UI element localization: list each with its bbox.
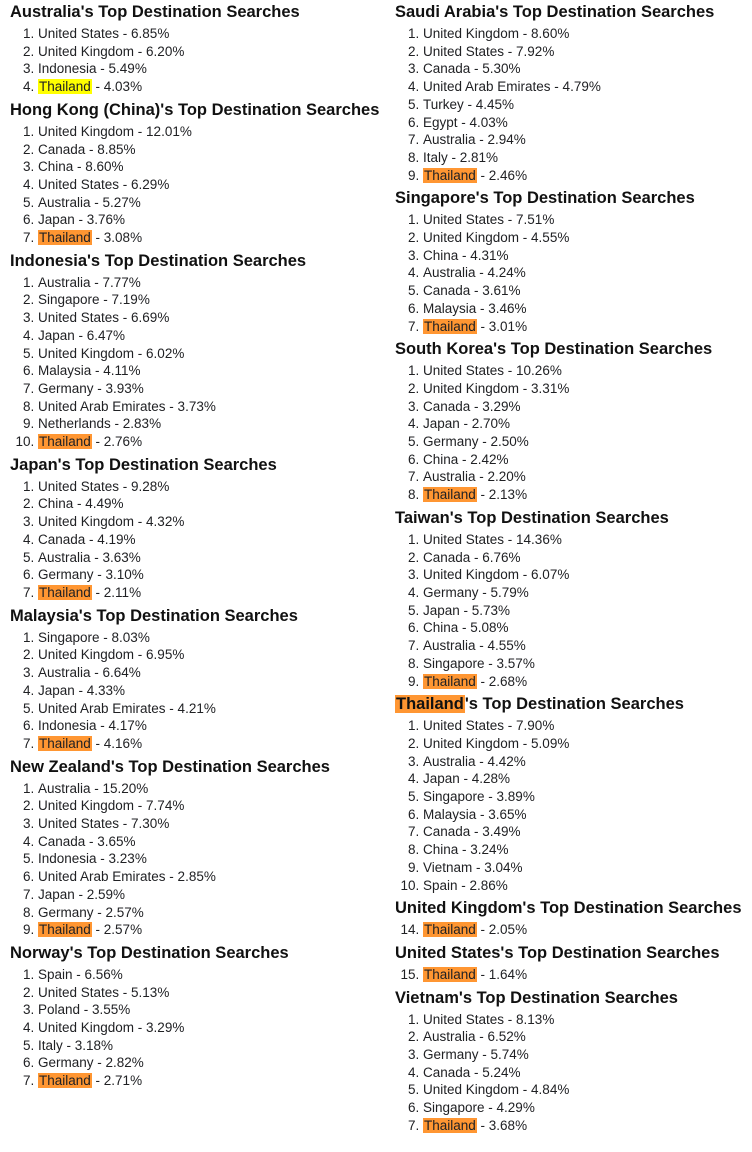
thailand-highlight: Thailand: [39, 434, 91, 450]
destination-item: 2. Canada - 6.76%: [423, 549, 752, 567]
country-section: [10, 100, 386, 247]
thailand-highlight: Thailand: [424, 318, 476, 334]
destination-item: 7. Canada - 3.49%: [423, 823, 752, 841]
destination-list: [10, 629, 386, 753]
destination-item: 2. United Kingdom - 6.20%: [38, 43, 386, 61]
destination-item: 2. Singapore - 7.19%: [38, 291, 386, 309]
destination-item: 8. China - 3.24%: [423, 841, 752, 859]
destination-item: 5. Germany - 2.50%: [423, 433, 752, 451]
destination-list: [10, 478, 386, 602]
destination-item: 14. Thailand - 2.05%: [423, 921, 752, 939]
destination-item: 6. Germany - 3.10%: [38, 566, 386, 584]
destination-item: 7. Australia - 2.20%: [423, 468, 752, 486]
destination-item: 4. Australia - 4.24%: [423, 264, 752, 282]
destination-item: 2. China - 4.49%: [38, 495, 386, 513]
destination-item: 6. Malaysia - 3.65%: [423, 806, 752, 824]
country-section: [10, 2, 386, 96]
destination-item: 4. United Arab Emirates - 4.79%: [423, 78, 752, 96]
destination-item: 1. United States - 7.51%: [423, 211, 752, 229]
destination-item: 3. United States - 6.69%: [38, 309, 386, 327]
country-section: [10, 251, 386, 451]
destination-item: 1. Australia - 7.77%: [38, 274, 386, 292]
country-section: [395, 694, 752, 894]
destination-item: 3. Indonesia - 5.49%: [38, 60, 386, 78]
section-heading: Hong Kong (China)'s Top Destination Searches: [10, 100, 380, 119]
destination-item: 6. Indonesia - 4.17%: [38, 717, 386, 735]
country-section: [10, 455, 386, 602]
section-heading: South Korea's Top Destination Searches: [395, 340, 713, 359]
destination-list: [395, 966, 752, 984]
destination-list: [10, 780, 386, 939]
destination-item: 5. Turkey - 4.45%: [423, 96, 752, 114]
destination-item: 3. Poland - 3.55%: [38, 1001, 386, 1019]
column-left: [10, 2, 386, 1139]
destination-item: 3. Australia - 4.42%: [423, 753, 752, 771]
destination-item: 4. Canada - 4.19%: [38, 531, 386, 549]
destination-item: 9. Netherlands - 2.83%: [38, 415, 386, 433]
destination-item: 8. Thailand - 2.13%: [423, 486, 752, 504]
destination-item: 7. Thailand - 3.68%: [423, 1117, 752, 1135]
thailand-highlight: Thailand: [39, 79, 91, 95]
destination-item: 5. Indonesia - 3.23%: [38, 850, 386, 868]
country-section: [395, 339, 752, 504]
destination-list: [10, 123, 386, 247]
destination-item: 6. Malaysia - 3.46%: [423, 300, 752, 318]
destination-item: 4. Japan - 2.70%: [423, 415, 752, 433]
thailand-highlight: Thailand: [424, 167, 476, 183]
destination-item: 4. Canada - 3.65%: [38, 833, 386, 851]
destination-item: 2. United Kingdom - 4.55%: [423, 229, 752, 247]
destination-item: 5. United Arab Emirates - 4.21%: [38, 700, 386, 718]
section-heading: Indonesia's Top Destination Searches: [10, 251, 307, 270]
destination-list: [395, 25, 752, 184]
destination-item: 7. Thailand - 3.01%: [423, 318, 752, 336]
destination-item: 2. United Kingdom - 7.74%: [38, 797, 386, 815]
destination-item: 8. United Arab Emirates - 3.73%: [38, 398, 386, 416]
destination-item: 3. Canada - 3.29%: [423, 398, 752, 416]
destination-item: 1. United States - 6.85%: [38, 25, 386, 43]
destination-list: [395, 1011, 752, 1135]
destination-item: 5. Italy - 3.18%: [38, 1037, 386, 1055]
country-section: [395, 988, 752, 1135]
destination-item: 5. Australia - 3.63%: [38, 549, 386, 567]
destination-item: 10. Thailand - 2.76%: [38, 433, 386, 451]
destination-item: 7. Thailand - 3.08%: [38, 229, 386, 247]
section-heading: Norway's Top Destination Searches: [10, 943, 289, 962]
destination-item: 3. United States - 7.30%: [38, 815, 386, 833]
column-right: [395, 2, 752, 1139]
section-heading: Australia's Top Destination Searches: [10, 3, 300, 21]
destination-item: 10. Spain - 2.86%: [423, 877, 752, 895]
country-section: [395, 943, 752, 984]
thailand-highlight: Thailand: [424, 1117, 476, 1133]
destination-list: [395, 921, 752, 939]
thailand-highlight: Thailand: [39, 735, 91, 751]
section-heading: Saudi Arabia's Top Destination Searches: [395, 3, 715, 21]
destination-list: [395, 211, 752, 335]
destination-item: 5. Japan - 5.73%: [423, 602, 752, 620]
destination-item: 2. United States - 7.92%: [423, 43, 752, 61]
country-section: [395, 508, 752, 690]
destination-item: 1. United States - 10.26%: [423, 362, 752, 380]
destination-item: 6. China - 5.08%: [423, 619, 752, 637]
country-section: [10, 606, 386, 753]
destination-item: 5. United Kingdom - 4.84%: [423, 1081, 752, 1099]
destination-item: 3. United Kingdom - 4.32%: [38, 513, 386, 531]
thailand-highlight: Thailand: [424, 922, 476, 938]
destination-item: 1. Singapore - 8.03%: [38, 629, 386, 647]
destination-item: 3. Australia - 6.64%: [38, 664, 386, 682]
destination-item: 1. United States - 8.13%: [423, 1011, 752, 1029]
destination-item: 6. United Arab Emirates - 2.85%: [38, 868, 386, 886]
section-heading: Japan's Top Destination Searches: [10, 455, 277, 474]
destination-item: 9. Thailand - 2.68%: [423, 673, 752, 691]
thailand-highlight: Thailand: [39, 230, 91, 246]
destination-item: 5. United Kingdom - 6.02%: [38, 345, 386, 363]
destination-list: [10, 25, 386, 96]
destination-item: 3. China - 8.60%: [38, 158, 386, 176]
destination-list: [395, 362, 752, 504]
section-heading: Vietnam's Top Destination Searches: [395, 988, 678, 1007]
destination-item: 6. Malaysia - 4.11%: [38, 362, 386, 380]
destination-item: 4. Germany - 5.79%: [423, 584, 752, 602]
country-section: [10, 943, 386, 1090]
destination-item: 1. Spain - 6.56%: [38, 966, 386, 984]
thailand-highlight: Thailand: [424, 673, 476, 689]
destination-item: 1. United States - 14.36%: [423, 531, 752, 549]
destination-item: 7. Thailand - 2.71%: [38, 1072, 386, 1090]
destination-item: 7. Australia - 4.55%: [423, 637, 752, 655]
destination-item: 2. Australia - 6.52%: [423, 1028, 752, 1046]
destination-list: [10, 274, 386, 451]
destination-item: 4. Canada - 5.24%: [423, 1064, 752, 1082]
section-heading: United States's Top Destination Searches: [395, 943, 720, 962]
destination-item: 9. Vietnam - 3.04%: [423, 859, 752, 877]
destination-item: 7. Thailand - 2.11%: [38, 584, 386, 602]
destination-item: 3. China - 4.31%: [423, 247, 752, 265]
destination-item: 4. United States - 6.29%: [38, 176, 386, 194]
destination-item: 4. United Kingdom - 3.29%: [38, 1019, 386, 1037]
destination-item: 7. Thailand - 4.16%: [38, 735, 386, 753]
section-heading: United Kingdom's Top Destination Searches: [395, 899, 742, 918]
destination-item: 3. Canada - 5.30%: [423, 60, 752, 78]
destination-item: 15. Thailand - 1.64%: [423, 966, 752, 984]
destination-item: 4. Japan - 6.47%: [38, 327, 386, 345]
destination-item: 5. Australia - 5.27%: [38, 194, 386, 212]
thailand-highlight: Thailand: [424, 966, 476, 982]
destination-item: 1. United States - 9.28%: [38, 478, 386, 496]
destination-item: 9. Thailand - 2.46%: [423, 167, 752, 185]
destination-list: [10, 966, 386, 1090]
destination-item: 8. Germany - 2.57%: [38, 904, 386, 922]
destination-item: 2. United Kingdom - 6.95%: [38, 646, 386, 664]
destination-list: [395, 531, 752, 690]
destination-item: 5. Singapore - 3.89%: [423, 788, 752, 806]
destination-item: 1. United States - 7.90%: [423, 717, 752, 735]
section-heading: Singapore's Top Destination Searches: [395, 189, 695, 208]
destination-item: 6. China - 2.42%: [423, 451, 752, 469]
destination-item: 7. Germany - 3.93%: [38, 380, 386, 398]
destination-item: 6. Singapore - 4.29%: [423, 1099, 752, 1117]
destination-item: 7. Japan - 2.59%: [38, 886, 386, 904]
thailand-highlight: Thailand: [424, 487, 476, 503]
thailand-heading-highlight: Thailand: [396, 695, 464, 714]
thailand-highlight: Thailand: [39, 1073, 91, 1089]
country-section: [395, 2, 752, 184]
country-section: [395, 898, 752, 939]
destination-item: 1. Australia - 15.20%: [38, 780, 386, 798]
section-heading: New Zealand's Top Destination Searches: [10, 757, 330, 776]
destination-item: 4. Japan - 4.33%: [38, 682, 386, 700]
destination-item: 7. Australia - 2.94%: [423, 131, 752, 149]
country-section: [395, 188, 752, 335]
destination-item: 3. United Kingdom - 6.07%: [423, 566, 752, 584]
destination-item: 8. Singapore - 3.57%: [423, 655, 752, 673]
destination-list: [395, 717, 752, 894]
destination-item: 4. Thailand - 4.03%: [38, 78, 386, 96]
destination-item: 2. Canada - 8.85%: [38, 141, 386, 159]
section-heading: Taiwan's Top Destination Searches: [395, 508, 669, 527]
destination-item: 1. United Kingdom - 12.01%: [38, 123, 386, 141]
thailand-highlight: Thailand: [39, 922, 91, 938]
destination-item: 2. United Kingdom - 5.09%: [423, 735, 752, 753]
section-heading: Thailand's Top Destination Searches: [396, 695, 684, 714]
destination-item: 2. United Kingdom - 3.31%: [423, 380, 752, 398]
destination-item: 3. Germany - 5.74%: [423, 1046, 752, 1064]
destination-item: 1. United Kingdom - 8.60%: [423, 25, 752, 43]
destination-item: 6. Germany - 2.82%: [38, 1054, 386, 1072]
destination-item: 9. Thailand - 2.57%: [38, 921, 386, 939]
thailand-highlight: Thailand: [39, 584, 91, 600]
destination-item: 6. Egypt - 4.03%: [423, 114, 752, 132]
destination-item: 4. Japan - 4.28%: [423, 770, 752, 788]
destination-item: 8. Italy - 2.81%: [423, 149, 752, 167]
destination-item: 2. United States - 5.13%: [38, 984, 386, 1002]
destination-item: 6. Japan - 3.76%: [38, 211, 386, 229]
country-section: [10, 757, 386, 939]
section-heading: Malaysia's Top Destination Searches: [10, 606, 298, 625]
destination-item: 5. Canada - 3.61%: [423, 282, 752, 300]
